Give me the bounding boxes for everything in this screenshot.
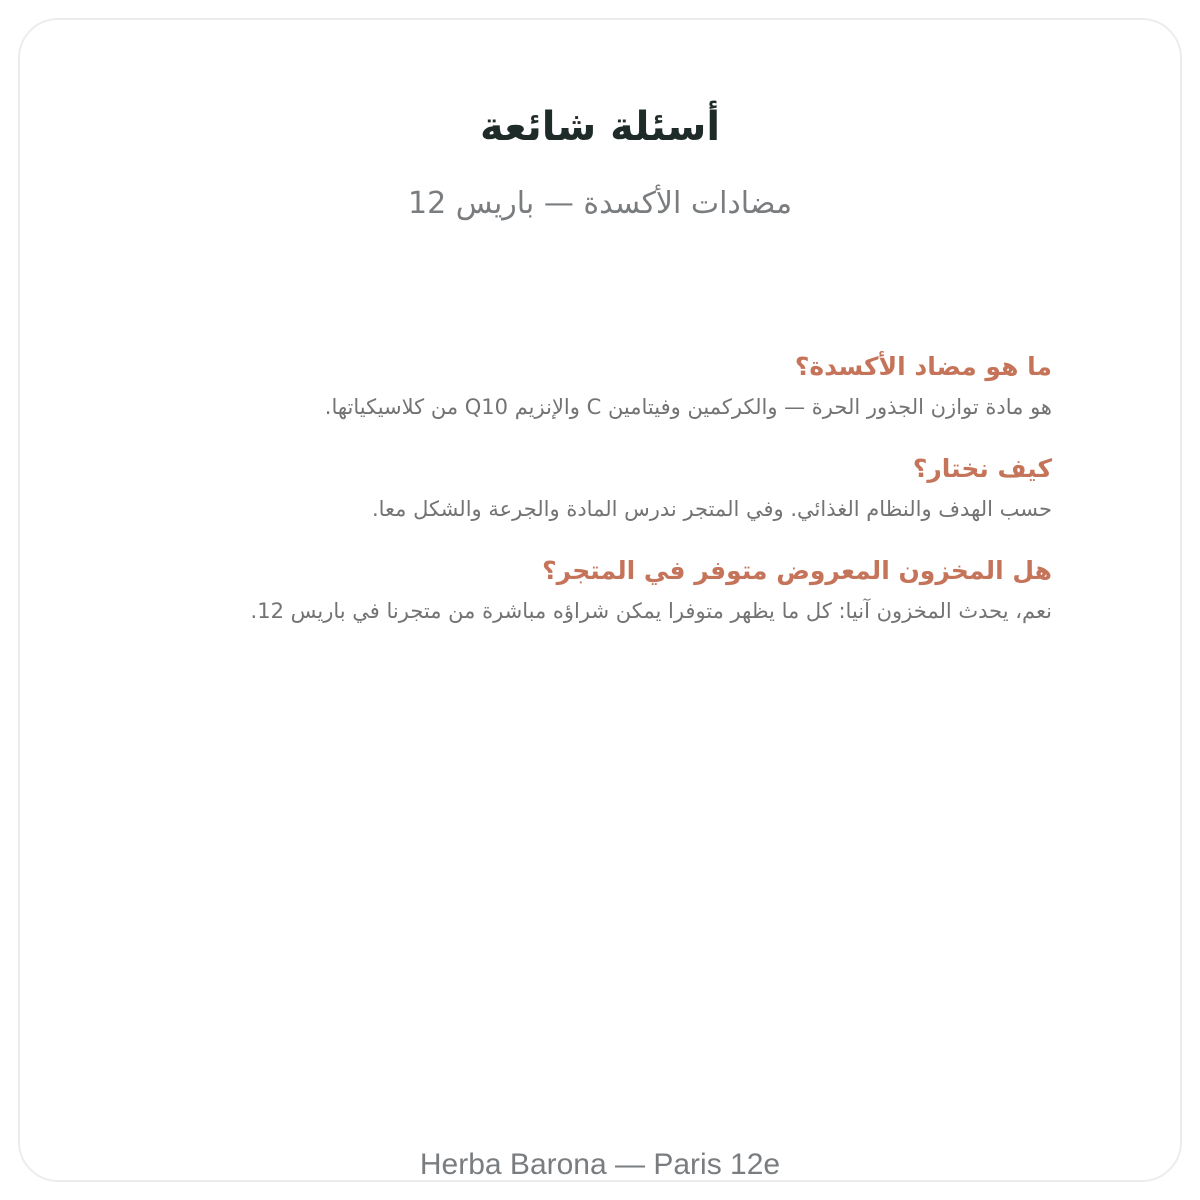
faq-item — [102, 350, 1052, 422]
page-subtitle: مضادات الأكسدة — باريس 12 — [407, 186, 793, 221]
faq-answer: هو مادة توازن الجذور الحرة — والكركمين وفيتامين C والإنزيم Q10 من كلاسيكياتها. — [324, 395, 1052, 419]
faq-answer: حسب الهدف والنظام الغذائي. وفي المتجر ندرس المادة والجرعة والشكل معا. — [371, 497, 1052, 521]
page-title: أسئلة شائعة — [479, 104, 721, 150]
faq-item — [102, 452, 1052, 524]
faq-question: كيف نختار؟ — [912, 454, 1052, 483]
faq-question: هل المخزون المعروض متوفر في المتجر؟ — [542, 556, 1052, 585]
faq-card — [18, 18, 1182, 1182]
faq-list — [102, 350, 1052, 656]
faq-answer: نعم، يحدث المخزون آنيا: كل ما يظهر متوفرا يمكن شراؤه مباشرة من متجرنا في باريس 12. — [250, 599, 1052, 623]
footer-brand: Herba Barona — Paris 12e — [419, 1148, 781, 1181]
faq-question: ما هو مضاد الأكسدة؟ — [794, 352, 1052, 381]
faq-item — [102, 554, 1052, 626]
